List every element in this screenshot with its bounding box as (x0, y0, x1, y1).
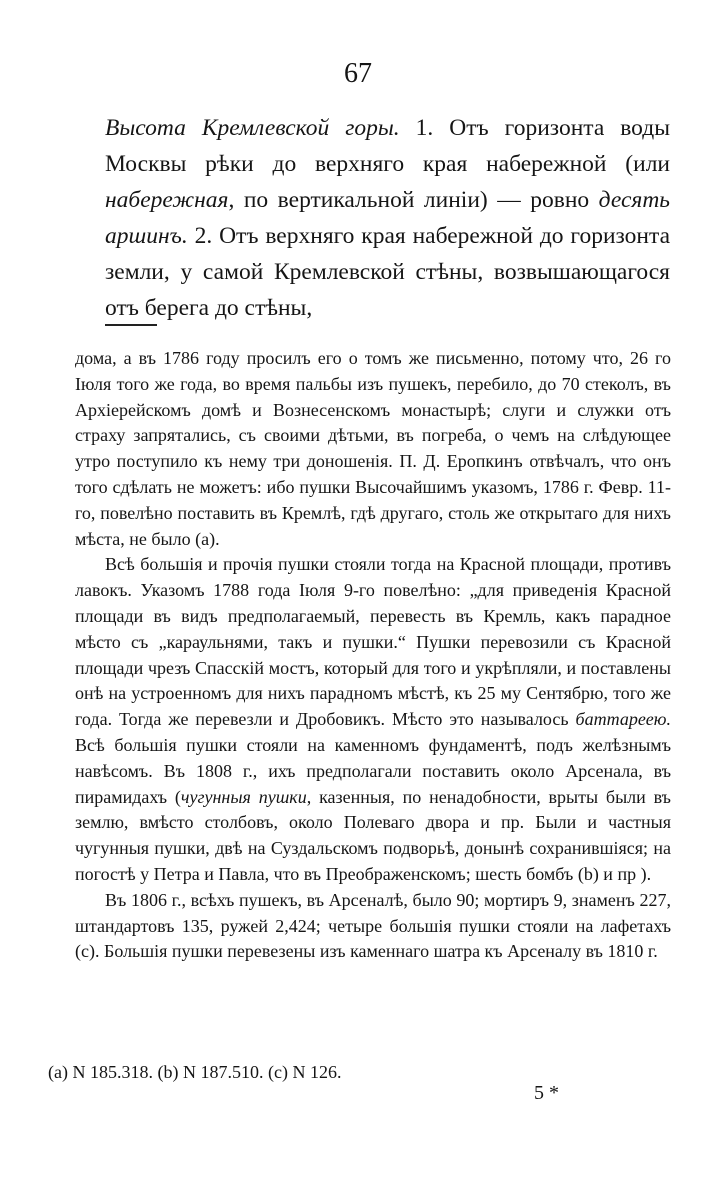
signature-mark: 5 * (534, 1082, 559, 1104)
section-heading: Высота Кремлевской горы. (105, 115, 400, 141)
main-text-part-3: 2. Отъ верхняго края набережной до горизонта земли, у самой Кремлевской стѣны, возвышающагося отъ берега до стѣны, (105, 223, 670, 321)
page-number: 67 (344, 58, 372, 89)
note-2-part-a: Всѣ большія и прочія пушки стояли тогда на Красной площади, противъ лавокъ. Указомъ 1788 года Іюля 9-го повелѣно: „для приведенія Красной площади въ видъ предполагаемый, перевесть въ Кремль, какъ парадное мѣсто съ „караульнями, такъ и пушки.“ Пушки перевозили съ Красной площади чрезъ Спасскій мостъ, который для того и укрѣпляли, и поставлены онѣ на устроенномъ для нихъ парадномъ мѣстѣ, къ 25 му Сентябрю, того же года. Тогда же перевезли и Дробовикъ. Мѣсто это называлось (75, 554, 671, 730)
note-2-part-c: , казенныя, по ненадобности, врыты были въ землю, вмѣсто столбовъ, около Полеваго двора и пр. Были и частныя чугунныя пушки, двѣ на Суздальскомъ подворьѣ, донынѣ сохранившіяся; на погостѣ у Петра и Павла, что въ Преображенскомъ; шесть бомбъ (b) и пр ). (75, 786, 671, 884)
note-2-italic-2: чугунныя пушки (180, 786, 307, 807)
note-paragraph-1: дома, а въ 1786 году просилъ его о томъ же письменно, потому что, 26 го Іюля того же года, во время пальбы изъ пушекъ, перебило, до 70 стеколъ, въ Архіерейскомъ домѣ и Вознесенскомъ монастырѣ; слуги и служки отъ страху запрятались, съ своими дѣтьми, въ погреба, о чемъ на слѣдующее утро поступило къ нему три доношенія. П. Д. Еропкинъ отвѣчалъ, что онъ того сдѣлать не можетъ: ибо пушки Высочайшимъ указомъ, 1786 г. Февр. 11-го, повелѣно поставить въ Кремлѣ, гдѣ другаго, столь же открытаго для нихъ мѣста, не было (а). (75, 348, 671, 549)
main-text-part-1: 1. Отъ горизонта воды Москвы рѣки до верхняго края набережной (или (105, 115, 670, 177)
archive-references: (a) N 185.318. (b) N 187.510. (c) N 126. (48, 1062, 342, 1082)
main-paragraph (105, 110, 670, 326)
note-paragraph-2 (75, 552, 671, 887)
note-2-italic-1: баттареею. (575, 709, 671, 730)
note-2-part-b: Всѣ большія пушки стояли на каменномъ фундаментѣ, подъ желѣзнымъ навѣсомъ. Въ 1808 г., ихъ предполагали поставить около Арсенала, въ пирамидахъ ( (75, 734, 671, 807)
note-paragraph-3: Въ 1806 г., всѣхъ пушекъ, въ Арсеналѣ, было 90; мортиръ 9, знаменъ 227, штандартовъ 135, ружей 2,424; четыре большія пушки стояли на лафетахъ (c). Большія пушки перевезены изъ каменнаго шатра къ Арсеналу въ 1810 г. (75, 889, 671, 962)
footnote-divider (105, 324, 157, 326)
main-text-part-2: , по вертикальной линіи) — ровно (228, 187, 599, 213)
main-italic-2: десять аршинъ. (105, 187, 670, 249)
footnotes (75, 346, 671, 965)
main-italic-1: набережная (105, 187, 229, 213)
